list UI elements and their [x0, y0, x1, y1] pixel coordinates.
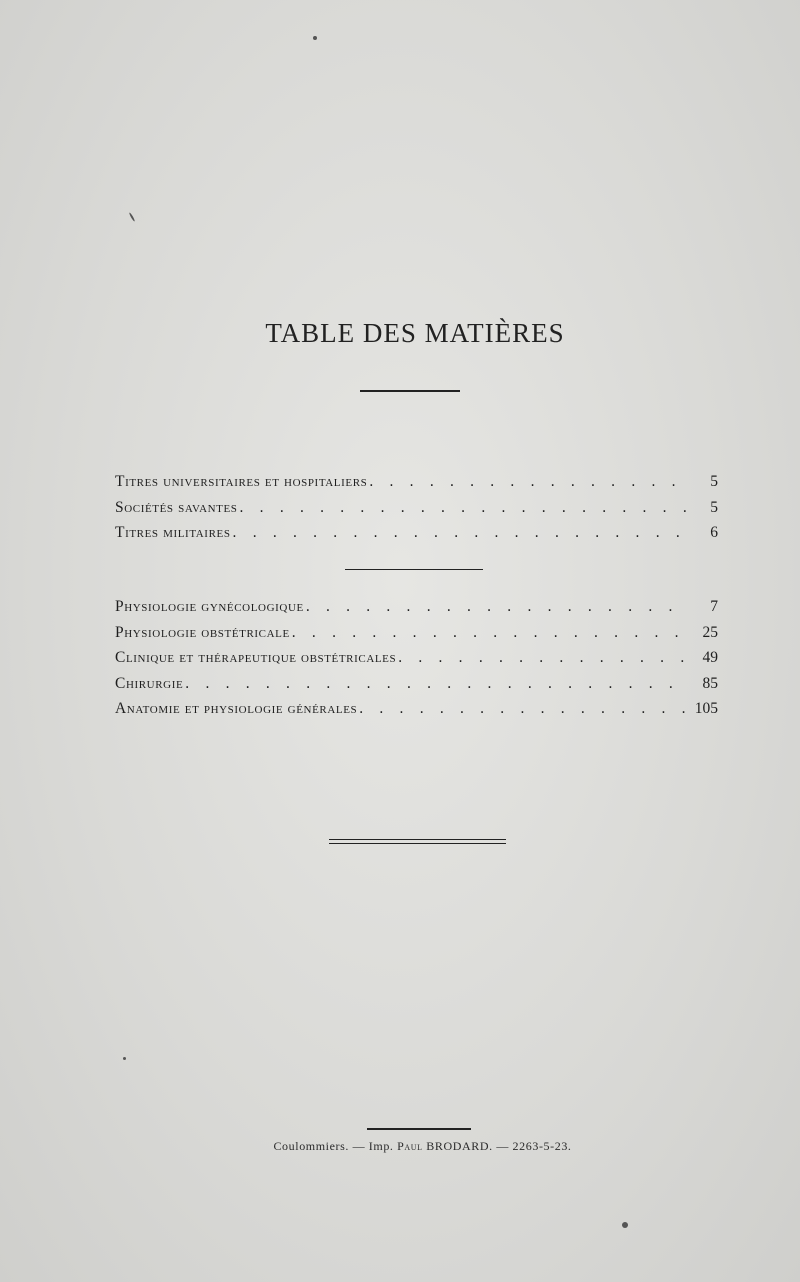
toc-entry-label: Anatomie et physiologie générales — [115, 700, 358, 717]
toc-entry-label: Sociétés savantes — [115, 498, 238, 516]
footer-divider — [367, 1128, 471, 1130]
toc-entry-label: Physiologie gynécologique — [115, 598, 304, 615]
toc-entry — [115, 675, 718, 701]
toc-leader-dots — [369, 473, 686, 491]
toc-entry-page: 49 — [702, 649, 718, 666]
page-title: TABLE DES MATIÈRES — [265, 318, 565, 348]
toc-entry — [115, 649, 718, 675]
title-divider — [360, 390, 460, 392]
paper-speck — [622, 1222, 628, 1228]
paper-speck — [129, 212, 136, 222]
toc-entry-label: Titres militaires — [115, 524, 231, 541]
toc-entry-page: 5 — [710, 498, 718, 516]
toc-entry — [115, 700, 718, 726]
toc-leader-dots — [185, 675, 686, 693]
toc-section-works — [115, 598, 718, 726]
toc-entry-page: 5 — [710, 473, 718, 490]
toc-entry-label: Titres universitaires et hospitaliers — [115, 473, 368, 490]
toc-entry-page: 6 — [710, 524, 718, 541]
imprint-code: — 2263-5-23. — [496, 1139, 572, 1153]
paper-speck — [313, 36, 317, 40]
imprint-printer-first: Paul — [397, 1139, 423, 1153]
imprint-printer-last: BRODARD. — [426, 1139, 493, 1153]
toc-section-titles — [115, 473, 718, 550]
toc-entry — [115, 524, 718, 550]
printer-imprint — [0, 1139, 800, 1154]
toc-entry-label: Chirurgie — [115, 674, 184, 692]
toc-entry-page: 105 — [694, 700, 718, 717]
toc-entry-label: Physiologie obstétricale — [115, 623, 290, 641]
toc-leader-dots — [306, 598, 686, 616]
toc-entry — [115, 499, 718, 525]
toc-entry-page: 25 — [702, 623, 718, 641]
toc-entry — [115, 624, 718, 650]
toc-leader-dots — [398, 649, 686, 667]
imprint-city: Coulommiers. — Imp. — [273, 1139, 394, 1153]
toc-entry — [115, 473, 718, 499]
toc-leader-dots — [233, 524, 686, 542]
toc-leader-dots — [292, 624, 686, 642]
toc-leader-dots — [359, 700, 686, 718]
toc-entry-page: 7 — [710, 598, 718, 615]
end-double-rule-top — [329, 839, 506, 840]
toc-entry-page: 85 — [702, 674, 718, 692]
toc-entry — [115, 598, 718, 624]
toc-entry-label: Clinique et thérapeutique obstétricales — [115, 649, 397, 666]
toc-leader-dots — [240, 499, 686, 517]
end-double-rule-bottom — [329, 843, 506, 844]
paper-speck — [123, 1057, 126, 1060]
section-divider — [345, 569, 483, 570]
